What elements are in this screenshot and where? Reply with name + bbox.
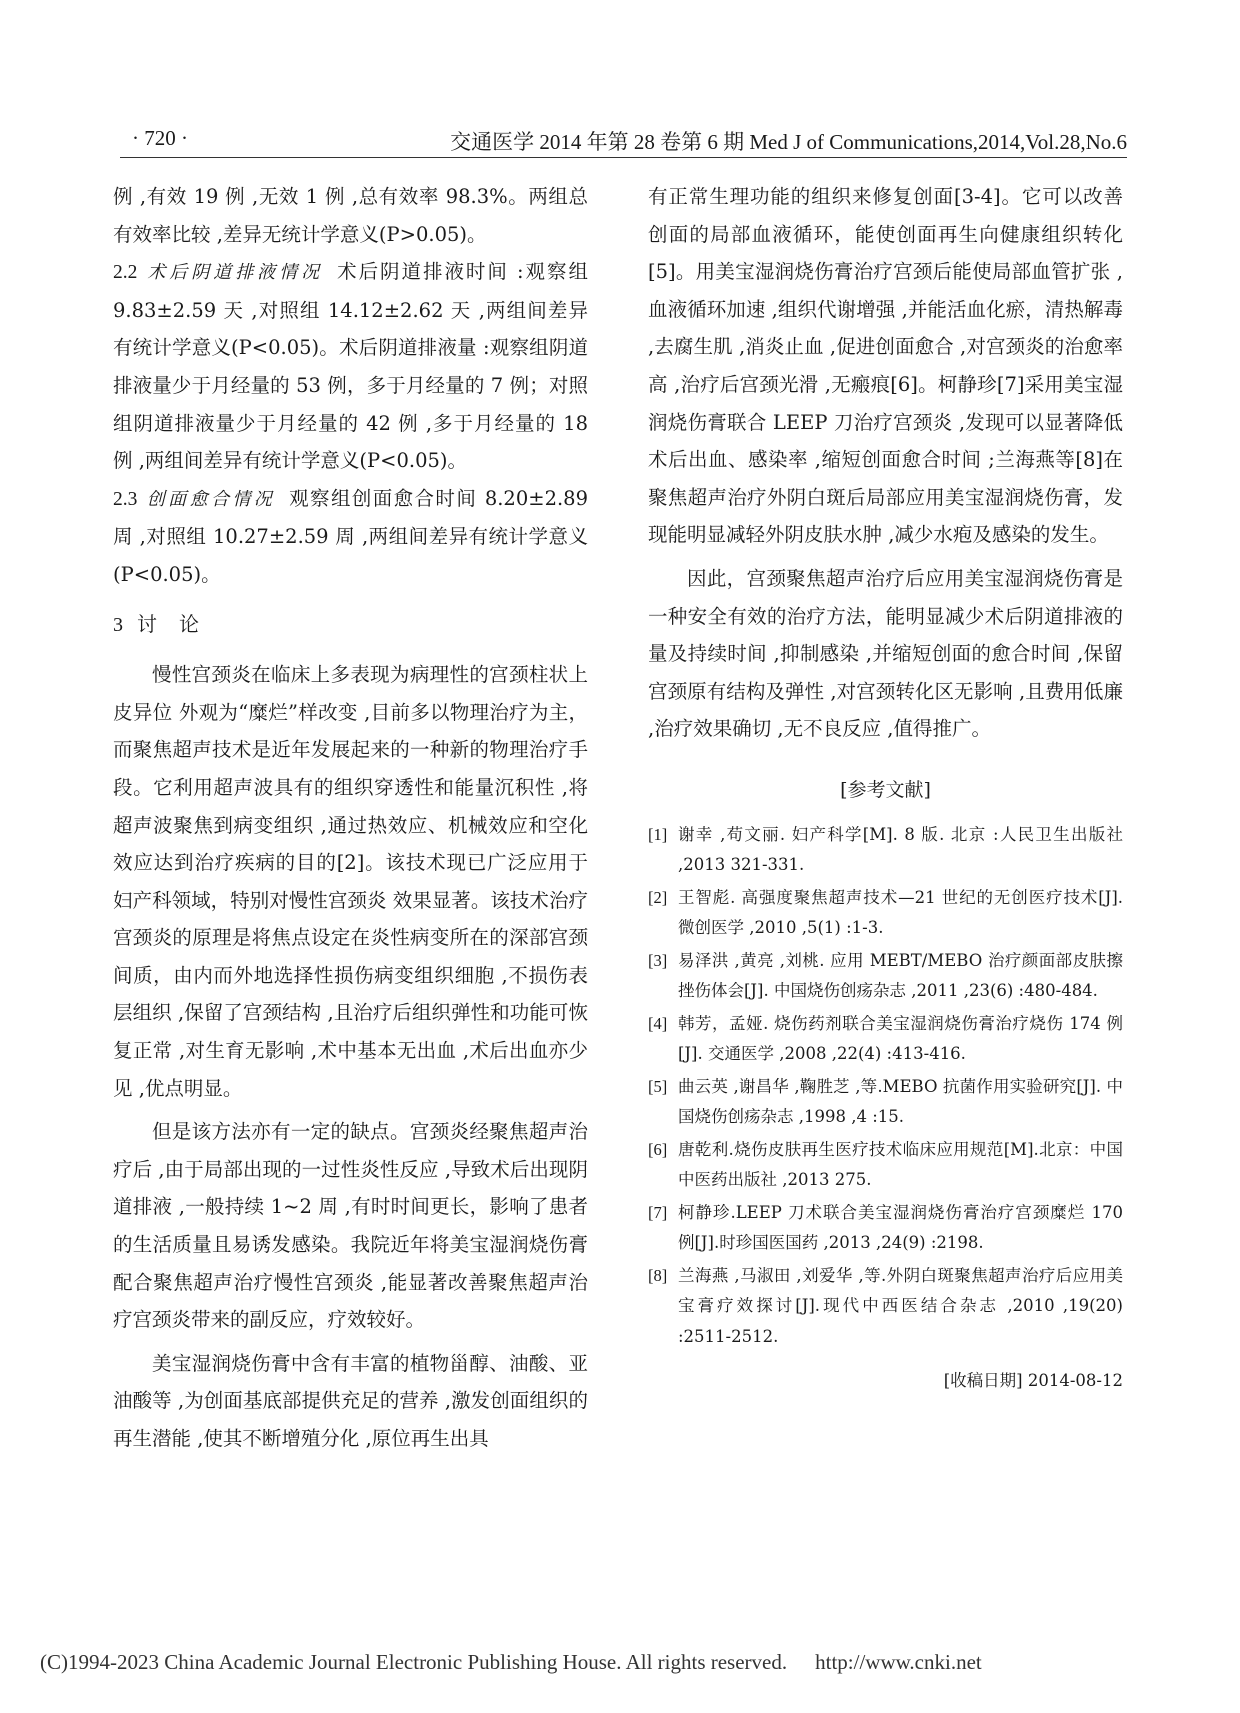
subsection-text: 观察组创面愈合时间 8.20±2.89 周 ,对照组 10.27±2.59 周 ,两组间差异有统计学意义(P<0.05)。 [113,486,589,586]
reference-text: 王智彪. 高强度聚焦超声技术—21 世纪的无创医疗技术[J]. 微创医学 ,2010 ,5(1) :1-3. [678,887,1123,937]
header-rule [120,157,1127,158]
subsection-number: 2.3 [113,488,138,510]
subsection-2-2 [113,253,588,480]
reference-number: [4] [648,1013,668,1033]
discussion-paragraph: 美宝湿润烧伤膏中含有丰富的植物甾醇、油酸、亚油酸等 ,为创面基底部提供充足的营养 ,激发创面组织的再生潜能 ,使其不断增殖分化 ,原位再生出具 [113,1351,588,1450]
discussion-paragraph: 慢性宫颈炎在临床上多表现为病理性的宫颈柱状上皮异位 外观为“糜烂”样改变 ,目前多以物理治疗为主，而聚焦超声技术是近年发展起来的一种新的物理治疗手段。它利用超声波具有的组织穿透性和能量沉积性 ,将超声波聚焦到病变组织 ,通过热效应、机械效应和空化效应达到治疗疾病的目的[2]。该技术现已广泛应用于妇产科领域，特别对慢性宫颈炎 效果显著。该技术治疗宫颈炎的原理是将焦点设定在炎性病变所在的深部宫颈间质，由内而外地选择性损伤病变组织细胞 ,不损伤表层组织 ,保留了宫颈结构 ,且治疗后组织弹性和功能可恢复正常 ,对生育无影响 ,术中基本无出血 ,术后出血亦少见 ,优点明显。 [113,663,588,1100]
reference-item [648,1135,1123,1196]
reference-number: [7] [648,1202,668,1222]
copyright-notice: (C)1994-2023 China Academic Journal Electronic Publishing House. All rights reserved. [40,1650,788,1674]
footer-url[interactable]: http://www.cnki.net [815,1650,982,1674]
reference-number: [6] [648,1139,668,1159]
subsection-title: 创面愈合情况 [145,488,276,510]
reference-text: 易泽洪 ,黄亮 ,刘桃. 应用 MEBT/MEBO 治疗颜面部皮肤擦挫伤体会[J]. 中国烧伤创疡杂志 ,2011 ,23(6) :480-484. [678,950,1123,1000]
reference-text: 兰海燕 ,马淑田 ,刘爱华 ,等.外阴白斑聚焦超声治疗后应用美宝膏疗效探讨[J].现代中西医结合杂志 ,2010 ,19(20) :2511-2512. [678,1265,1123,1346]
reference-item [648,883,1123,944]
reference-text: 曲云英 ,谢昌华 ,鞠胜芝 ,等.MEBO 抗菌作用实验研究[J]. 中国烧伤创疡杂志 ,1998 ,4 :15. [678,1076,1123,1126]
reference-text: 柯静珍.LEEP 刀术联合美宝湿润烧伤膏治疗宫颈糜烂 170 例[J].时珍国医国药 ,2013 ,24(9) :2198. [678,1202,1123,1252]
results-paragraph: 例 ,有效 19 例 ,无效 1 例 ,总有效率 98.3%。两组总有效率比较 ,差异无统计学意义(P>0.05)。 [113,185,588,246]
references-heading: [参考文献] [840,778,931,801]
reference-item [648,946,1123,1007]
reference-item [648,1009,1123,1070]
reference-text: 唐乾利.烧伤皮肤再生医疗技术临床应用规范[M].北京：中国中医药出版社 ,2013 275. [678,1139,1123,1189]
journal-citation: 交通医学 2014 年第 28 卷第 6 期 Med J of Communications,2014,Vol.28,No.6 [450,130,1127,154]
section-number: 3 [113,613,123,636]
subsection-2-3 [113,480,588,594]
subsection-text: 术后阴道排液时间 :观察组 9.83±2.59 天 ,对照组 14.12±2.62 天 ,两组间差异有统计学意义(P<0.05)。术后阴道排液量 :观察组阴道排液量少于月经量的 53 例，多于月经量的 7 例；对照组阴道排液量少于月经量的 42 例 ,多于月经量的 18 例 ,两组间差异有统计学意义(P<0.05)。 [113,260,588,473]
conclusion-paragraph: 因此，宫颈聚焦超声治疗后应用美宝湿润烧伤膏是一种安全有效的治疗方法，能明显减少术后阴道排液的量及持续时间 ,抑制感染 ,并缩短创面的愈合时间 ,保留宫颈原有结构及弹性 ,对宫颈转化区无影响 ,且费用低廉 ,治疗效果确切 ,无不良反应 ,值得推广。 [648,566,1123,741]
right-column [648,178,1123,1400]
reference-number: [1] [648,824,668,844]
reference-item [648,1072,1123,1133]
page-number: · 720 · [132,126,188,150]
reference-text: 韩芳，孟娅. 烧伤药剂联合美宝湿润烧伤膏治疗烧伤 174 例[J]. 交通医学 ,2008 ,22(4) :413-416. [678,1013,1123,1063]
reference-item [648,1261,1123,1353]
discussion-paragraph: 但是该方法亦有一定的缺点。宫颈炎经聚焦超声治疗后 ,由于局部出现的一过性炎性反应 ,导致术后出现阴道排液 ,一般持续 1~2 周 ,有时时间更长，影响了患者的生活质量且易诱发感染。我院近年将美宝湿润烧伤膏配合聚焦超声治疗慢性宫颈炎 ,能显著改善聚焦超声治疗宫颈炎带来的副反应，疗效较好。 [113,1120,588,1332]
left-column [113,178,588,1458]
section-title: 讨论 [137,611,221,636]
reference-number: [5] [648,1076,668,1096]
copyright-footer [40,1650,982,1675]
running-header [120,126,1127,156]
reference-text: 谢幸 ,苟文丽. 妇产科学[M]. 8 版. 北京 :人民卫生出版社 ,2013 321-331. [678,824,1123,874]
subsection-title: 术后阴道排液情况 [145,262,324,284]
reference-item [648,1198,1123,1259]
subsection-number: 2.2 [113,262,138,284]
reference-number: [8] [648,1265,668,1285]
reference-number: [3] [648,950,668,970]
reference-item [648,820,1123,881]
discussion-paragraph: 有正常生理功能的组织来修复创面[3-4]。它可以改善创面的局部血液循环，能使创面再生向健康组织转化[5]。用美宝湿润烧伤膏治疗宫颈后能使局部血管扩张 ,血液循环加速 ,组织代谢增强 ,并能活血化瘀，清热解毒 ,去腐生肌 ,消炎止血 ,促进创面愈合 ,对宫颈炎的治愈率高 ,治疗后宫颈光滑 ,无瘢痕[6]。柯静珍[7]采用美宝湿润烧伤膏联合 LEEP 刀治疗宫颈炎 ,发现可以显著降低术后出血、感染率 ,缩短创面愈合时间 ;兰海燕等[8]在聚焦超声治疗外阴白斑后局部应用美宝湿润烧伤膏，发现能明显减轻外阴皮肤水肿 ,减少水疱及感染的发生。 [648,185,1123,547]
reference-list [648,820,1123,1353]
reference-number: [2] [648,887,668,907]
received-date: [收稿日期] 2014-08-12 [943,1371,1123,1390]
section-heading-discussion [113,606,588,645]
